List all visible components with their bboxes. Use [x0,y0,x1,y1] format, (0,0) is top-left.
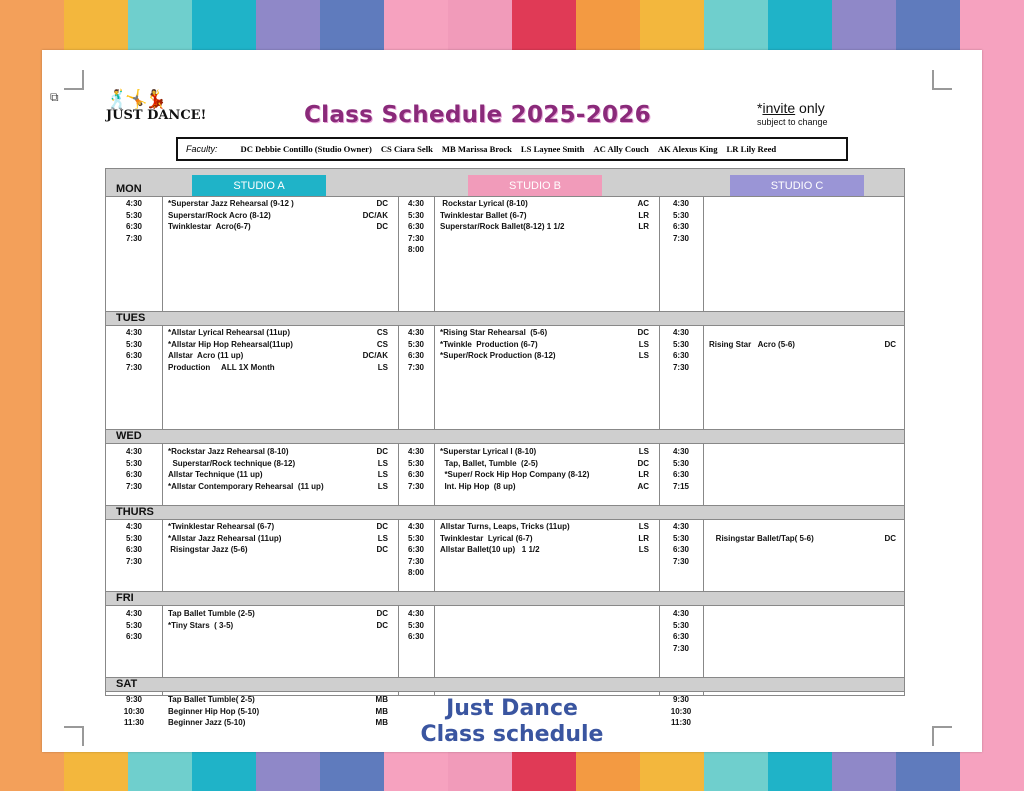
teacher-code: CS [376,328,388,337]
class-name: Risingstar Jazz (5-6) [168,545,248,554]
class-list [440,446,649,492]
day-band [106,591,904,606]
day-label: THURS [116,506,154,518]
class-list [168,198,388,233]
class-row [440,469,649,481]
teacher-code: MB [375,695,388,704]
class-name: *Allstar Lyrical Rehearsal (11up) [168,328,290,337]
day-band [106,677,904,692]
time-list: 4:30 5:30 6:30 7:30 8:00 [407,199,424,254]
time-list: 4:30 5:30 6:30 7:30 [407,447,424,491]
teacher-code: LS [377,362,388,372]
teacher-code: LR [638,222,649,231]
class-row [440,544,649,556]
class-list [709,327,896,350]
class-name: *Rising Star Rehearsal (5-6) [440,328,548,337]
class-name: Int. Hip Hop (8 up) [440,481,516,491]
class-name: Beginner Hip Hop (5-10) [168,706,260,716]
class-list [440,198,649,233]
class-name: Twinklestar Lyrical (6-7) [440,533,533,543]
invite-suffix: only [795,100,825,116]
class-row [440,198,649,210]
page-title: Class Schedule 2025-2026 [304,102,651,128]
class-name: *Allstar Contemporary Rehearsal (11 up) [168,481,324,491]
class-list [168,608,388,631]
class-row [440,458,649,470]
class-list [168,327,388,373]
class-row [168,458,388,470]
class-row [709,533,896,545]
class-list [440,521,649,556]
teacher-code: LS [638,339,649,349]
teacher-code: LS [638,447,649,456]
day-band [106,429,904,444]
class-row [168,210,388,222]
studio-badge: STUDIO B [468,175,602,196]
teacher-code: MB [375,718,388,727]
class-row [440,339,649,351]
time-list: 4:30 5:30 6:30 7:30 [125,328,142,372]
teacher-code: CS [376,339,388,349]
class-row [440,350,649,362]
studio-badge: STUDIO A [192,175,326,196]
teacher-code: AC [637,481,649,491]
class-row [168,339,388,351]
class-name: Superstar/Rock Acro (8-12) [168,210,271,220]
class-name: Superstar/Rock Ballet(8-12) 1 1/2 [440,222,565,231]
class-name: *Twinkle Production (6-7) [440,339,538,349]
class-row [440,327,649,339]
dancer-silhouettes-icon: 🕺🤸💃 [106,89,165,109]
class-name: *Superstar Jazz Rehearsal (9-12 ) [168,199,294,208]
teacher-code: DC/AK [362,351,388,360]
class-row [168,350,388,362]
class-row [168,608,388,620]
class-name: Beginner Jazz (5-10) [168,718,246,727]
class-row [168,198,388,210]
class-row [168,481,388,493]
day-label: TUES [116,312,146,324]
time-list: 4:30 5:30 6:30 7:30 8:00 [407,522,424,577]
teacher-code: DC [376,447,388,456]
time-list: 4:30 5:30 6:30 7:30 [672,522,689,566]
class-row [168,533,388,545]
class-row [440,481,649,493]
time-list: 4:30 5:30 6:30 7:30 [125,522,142,566]
teacher-code: AC [637,199,649,208]
teacher-code: LR [638,210,649,220]
class-name: Allstar Turns, Leaps, Tricks (11up) [440,522,570,531]
subject-to-change: subject to change [757,117,828,127]
teacher-code: LS [638,545,649,554]
class-list [440,327,649,362]
time-list: 9:30 10:30 11:30 [123,695,145,727]
class-name: Rockstar Lyrical (8-10) [440,199,528,208]
class-row [440,521,649,533]
class-name: Risingstar Ballet/Tap( 5-6) [709,533,814,543]
class-list [709,521,896,544]
teacher-code: LS [377,481,388,491]
teacher-code: LS [377,458,388,468]
class-name: Tap, Ballet, Tumble (2-5) [440,458,538,468]
class-name: *Superstar Lyrical l (8-10) [440,447,537,456]
day-band [106,311,904,326]
class-name: Superstar/Rock technique (8-12) [168,458,296,468]
class-name [709,521,711,533]
time-list: 4:30 5:30 6:30 7:30 [672,328,689,372]
schedule-page [42,50,982,752]
faculty-box [176,137,848,161]
class-name: *Allstar Hip Hop Rehearsal(11up) [168,339,293,349]
time-list: 4:30 5:30 6:30 7:30 [125,199,142,243]
time-list: 4:30 5:30 6:30 7:30 [672,609,689,653]
class-name: *Tiny Stars ( 3-5) [168,620,234,630]
class-name: Allstar Ballet(10 up) 1 1/2 [440,545,540,554]
class-name: *Rockstar Jazz Rehearsal (8-10) [168,447,289,456]
faculty-member: LR Lily Reed [726,144,777,154]
teacher-code: DC [637,328,649,337]
invite-asterisk: * [757,100,763,116]
class-row [168,362,388,374]
just-dance-logo [106,90,216,130]
crop-mark [932,70,952,90]
teacher-code: DC [376,222,388,231]
class-list [168,521,388,556]
class-row [440,533,649,545]
class-name: *Super/ Rock Hip Hop Company (8-12) [440,470,590,479]
studio-badge: STUDIO C [730,175,864,196]
class-name: *Super/Rock Production (8-12) [440,351,556,360]
class-name: Production ALL 1X Month [168,362,275,372]
teacher-code: DC [376,609,388,618]
class-row [440,446,649,458]
crop-mark [64,70,84,90]
day-label: FRI [116,592,134,604]
class-name: Twinklestar Acro(6-7) [168,222,251,231]
teacher-code: LS [638,351,649,360]
class-name: Tap Ballet Tumble (2-5) [168,609,255,618]
footer-line1: Just Dance [446,696,578,721]
invite-word: invite [762,100,796,116]
teacher-code: DC/AK [362,210,388,220]
time-list: 9:30 10:30 11:30 [670,695,692,727]
time-list: 4:30 5:30 6:30 7:30 [125,447,142,491]
time-list: 4:30 5:30 6:30 [407,609,424,641]
teacher-code: LS [377,533,388,543]
day-band [106,505,904,520]
logo-text: JUST DANCE! [106,108,207,123]
invite-note [757,100,828,127]
class-row [168,544,388,556]
class-name: Tap Ballet Tumble( 2-5) [168,695,255,704]
faculty-member: MB Marissa Brock [441,144,512,154]
class-name: Allstar Acro (11 up) [168,351,244,360]
class-row [168,521,388,533]
class-row [168,446,388,458]
class-row [168,469,388,481]
teacher-code: LS [377,470,388,479]
teacher-code: DC [376,620,388,630]
time-list: 4:30 5:30 6:30 7:30 [407,328,424,372]
class-row [709,521,896,533]
time-list: 4:30 5:30 6:30 7:15 [672,447,689,491]
teacher-code: DC [884,339,896,349]
faculty-member: LS Laynee Smith [520,144,585,154]
class-row [709,327,896,339]
faculty-member: DC Debbie Contillo (Studio Owner) [240,144,372,154]
copy-icon[interactable]: ⧉ [50,90,59,104]
class-row [709,339,896,351]
class-list [168,446,388,492]
teacher-code: DC [884,533,896,543]
day-label: MON [116,183,142,195]
teacher-code: DC [376,199,388,208]
class-name: *Allstar Jazz Rehearsal (11up) [168,533,282,543]
day-label: WED [116,430,142,442]
time-list: 4:30 5:30 6:30 7:30 [672,199,689,243]
class-name: *Twinklestar Rehearsal (6-7) [168,522,275,531]
teacher-code: LR [638,470,649,479]
teacher-code: DC [376,522,388,531]
teacher-code: LR [638,533,649,543]
time-list: 4:30 5:30 6:30 [125,609,142,641]
teacher-code: MB [375,706,388,716]
class-name: Allstar Technique (11 up) [168,470,263,479]
teacher-code: LS [638,522,649,531]
class-name [709,327,711,339]
faculty-member: AC Ally Couch [593,144,649,154]
class-name: Rising Star Acro (5-6) [709,339,795,349]
faculty-member: CS Ciara Selk [380,144,433,154]
teacher-code: DC [376,545,388,554]
class-name: Twinklestar Ballet (6-7) [440,210,527,220]
faculty-member: AK Alexus King [657,144,718,154]
faculty-label: Faculty: [186,144,218,154]
footer-line2: Class schedule [420,722,604,747]
day-label: SAT [116,678,138,690]
class-row [168,620,388,632]
class-row [440,221,649,233]
class-row [168,327,388,339]
class-row [440,210,649,222]
class-row [168,221,388,233]
teacher-code: DC [637,458,649,468]
